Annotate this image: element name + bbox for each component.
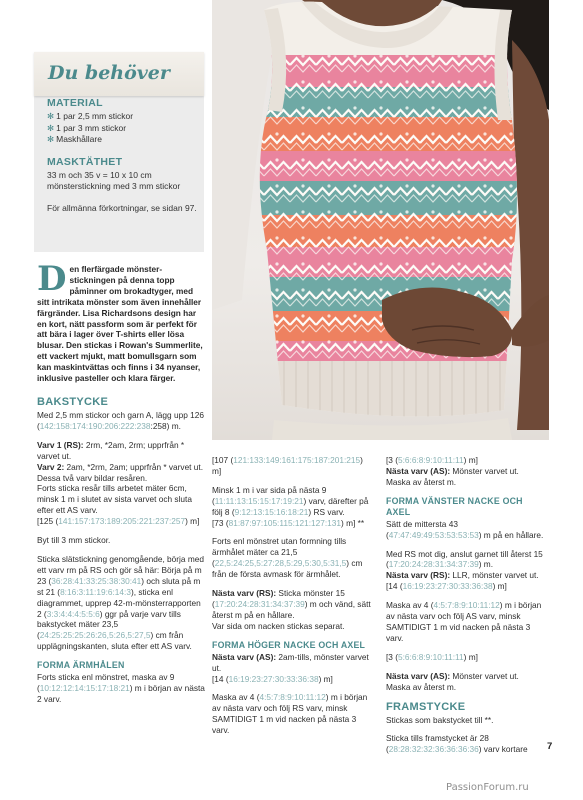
asterisk-icon: ✻ — [47, 111, 55, 121]
rib-continue: Forts sticka resår tills arbetet mäter 6cm, minsk 1 m i slutet av sista varvet och sluta efter ett AS varv. — [37, 483, 192, 516]
front-length-paragraph: Sticka tills framstycket är 28 (28:28:32:32:36:36:36:36) varv kortare — [386, 733, 528, 755]
next-row-paragraph: Nästa varv (RS): Sticka mönster 15 (17:20:24:28:31:34:37:39) m och vänd, sätt återst m på en hållare. Var sida om nacken stickas separat. — [212, 588, 371, 631]
material-item: ✻ 1 par 2,5 mm stickor — [47, 111, 134, 121]
page-number: 7 — [547, 741, 553, 752]
holder-paragraph: Sätt de mittersta 43 (47:47:49:49:53:53:53:53) m på en hållare. — [386, 518, 544, 540]
needs-content — [47, 97, 197, 214]
next-row-paragraph: Nästa varv (AS): Mönster varvet ut. Maska av återst m. — [386, 465, 519, 487]
armhole-paragraph: Forts sticka enl mönstret, maska av 9 (10:12:12:14:15:17:18:21) m i början av nästa 2 varv. — [37, 672, 205, 704]
stitch-count: [73 (81:87:97:105:115:121:127:131) m] ** — [212, 517, 365, 528]
front-paragraph: Stickas som bakstycket till **. — [386, 714, 494, 725]
left-neck-heading: FORMA VÄNSTER NACKE OCH AXEL — [386, 495, 523, 517]
cast-on-paragraph: Med 2,5 mm stickor och garn A, lägg upp 126 (142:158:174:190:206:222:238:258) m. — [37, 410, 204, 431]
asterisk-icon: ✻ — [47, 122, 55, 133]
bind-off-paragraph: Maska av 4 (4:5:7:8:9:10:11:12) m i början av nästa varv och följ AS varv, minsk SAMTIDIGT 1 m vid nacken på nästa 3 varv. — [386, 600, 542, 643]
right-neck-heading: FORMA HÖGER NACKE OCH AXEL — [212, 639, 366, 650]
drop-cap: D — [37, 259, 67, 299]
intro-text: en flerfärgade mönster-stickningen på denna topp påminner om brokadtyger, med sitt intrikata mönster som även innehåller färgränder. Lisa Richardsons design har en kort, nätt passform som är perfekt för att bära i lager över T-shirts eller lösa blusar. Den stickas i Rowan's Summerlite, ett vackert mjukt, matt bomullsgarn som kan maskintvättas och finns i 34 nyanser, inklusive pasteller och klara färger. — [37, 264, 203, 384]
material-list — [47, 111, 197, 146]
continue-paragraph: Forts enl mönstret utan formning tills ärmhålet mäter ca 21,5 (22,5:24:25,5:27:28,5:29,5:30,5:31,5) cm från de första avmask för ärmhålet. — [212, 536, 363, 580]
next-row-paragraph: Nästa varv (AS): Mönster varvet ut. Maska av återst m. — [386, 670, 519, 692]
rejoin-paragraph: Med RS mot dig, anslut garnet till återst 15 (17:20:24:28:31:34:37:39) m. — [386, 548, 543, 570]
material-heading: MATERIAL — [47, 97, 103, 109]
decrease-paragraph: Minsk 1 m i var sida på nästa 9 (11:11:13:15:15:17:19:21) varv, därefter på följ 8 (9:12:13:15:16:18:21) RS varv. — [212, 484, 369, 517]
column-1 — [37, 396, 205, 713]
material-item: ✻ Maskhållare — [47, 134, 102, 144]
needle-change: Byt till 3 mm stickor. — [37, 535, 111, 546]
gauge-heading: MASKTÄTHET — [47, 155, 123, 168]
intro-paragraph — [37, 259, 205, 384]
rib-row-1: Varv 1 (RS): 2rm, *2am, 2rm; upprfrån * varvet ut. — [37, 439, 185, 461]
bind-off-paragraph: Maska av 4 (4:5:7:8:9:10:11:12) m i början av nästa varv och följ RS varv, minsk SAMTIDIGT 1 m vid nacken på nästa 3 varv. — [212, 692, 368, 736]
abbreviations-note: För allmänna förkortningar, se sidan 97. — [47, 202, 197, 213]
stitch-count: [3 (5:6:6:8:9:10:11:11) m] — [386, 455, 478, 465]
next-row-paragraph: Nästa varv (RS): LLR, mönster varvet ut. — [386, 570, 539, 581]
gauge-text: 33 m och 35 v = 10 x 10 cm mönsterstickning med 3 mm stickor — [47, 169, 181, 191]
sweater-photo — [212, 0, 549, 440]
column-3 — [386, 455, 548, 763]
material-item: ✻ 1 par 3 mm stickor — [47, 122, 127, 133]
rib-row-2: Varv 2: 2am, *2rm, 2am; upprfrån * varvet ut. — [37, 461, 204, 472]
rib-note: Dessa två varv bildar resåren. — [37, 472, 148, 483]
needs-title: Du behöver — [48, 62, 170, 84]
column-2 — [212, 455, 374, 744]
stitch-count: [125 (141:157:173:189:205:221:237:257) m] — [37, 516, 200, 527]
next-row-paragraph: Nästa varv (AS): 2am-tills, mönster varvet ut. — [212, 651, 369, 673]
stitch-count: [3 (5:6:6:8:9:10:11:11) m] — [386, 651, 478, 662]
watermark: PassionForum.ru — [446, 782, 529, 793]
stitch-count: [14 (16:19:23:27:30:33:36:38) m] — [212, 673, 333, 684]
armhole-heading: FORMA ÄRMHÅLEN — [37, 660, 125, 671]
stitch-count: [14 (16:19:23:27:30:33:36:38) m] — [386, 581, 507, 592]
back-piece-heading: BAKSTYCKE — [37, 396, 109, 408]
pattern-paragraph: Sticka slätstickning genomgående, börja med ett varv rm på RS och gör så här: Börja på m 23 (36:28:41:33:25:38:30:41) och sluta på m st 21 (8:16:3:11:19:6:14:3), sticka enl diagrammet, upprep 42-m-mönsterrapporten 2 (3:3:4:4:4:5:5:6) ggr på varje varv tills bakstycket mäter 23,5 (24:25:25:25:26:26,5:26,5:27,5) cm från upplägningskanten, sluta efter ett AS varv. — [37, 553, 204, 652]
asterisk-icon: ✻ — [47, 134, 55, 144]
stitch-count: [107 (121:133:149:161:175:187:201:215) m] — [212, 455, 363, 476]
front-piece-heading: FRAMSTYCKE — [386, 700, 466, 713]
